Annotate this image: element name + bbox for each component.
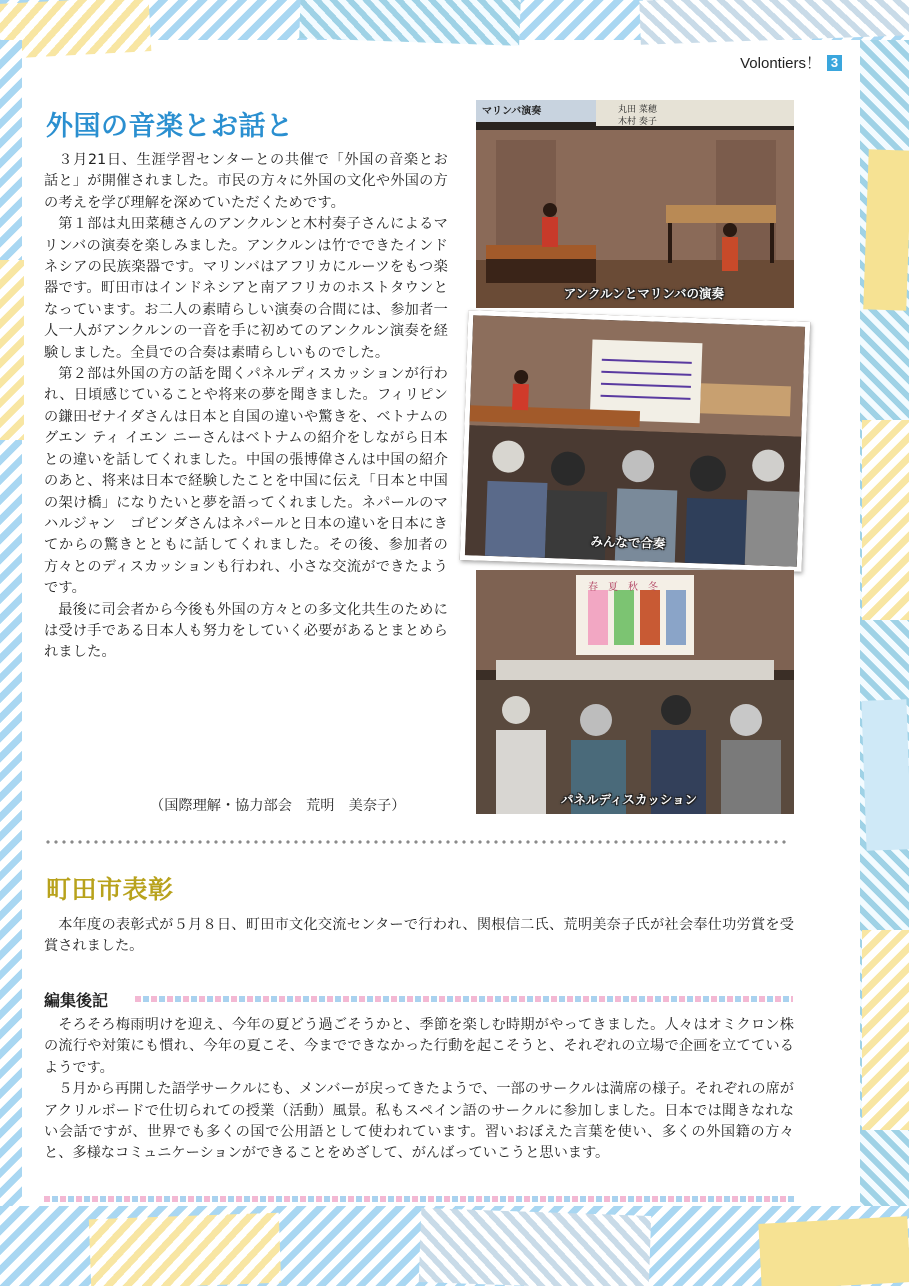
editor-note-title: 編集後記 — [44, 991, 109, 1010]
article-signature: （国際理解・協力部会 荒明 美奈子） — [150, 798, 406, 814]
photo-caption: パネルディスカッション — [561, 792, 698, 807]
editor-note-paragraph: そろそろ梅雨明けを迎え、今年の夏どう過ごそうかと、季節を楽しむ時期がやってきました。人々はオミクロン株の流行や対策にも慣れ、今年の夏こそ、今までできなかった行動を起こそうと、それぞれの立場で企画を立てているようです。 — [44, 1017, 794, 1076]
photo-banner-right-1: 丸田 菜穂 — [618, 105, 657, 115]
border-right-patch-2 — [862, 420, 909, 620]
article-paragraph: 第２部は外国の方の話を聞くパネルディスカッションが行われ、日頃感じていることや将来の夢を聞きました。フィリピンの鎌田ゼナイダさんは日本と自国の違いや驚きを、ベトナムのグエン ティ イエン ニーさんはベトナムの紹介をしながら日本との違いを話してくれました。中国の張博偉さんは中国の紹介のあと、将来は日本で経験したことを中国に伝え「日本と中国の架け橋」になりたいと夢を語ってくれました。ネパールのマハルジャン ゴビンダさんはネパールと日本の違いを日本にきてからの驚きとともに話してくれました。その後、参加者の方々とのディスカッションも行われ、小さな交流ができたようです。 — [44, 366, 448, 597]
panel-screen-text: 春 夏 秋 冬 — [588, 582, 658, 593]
article-paragraph: 第１部は丸田菜穂さんのアンクルンと木村奏子さんによるマリンバの演奏を楽しみました。アンクルンは竹でできたインドネシアの民族楽器です。マリンバはアフリカにルーツをもつ楽器です。町田市はインドネシアと南アフリカのホストタウンとなっています。お二人の素晴らしい演奏の合間には、参加者一人一人がアンクルンの一音を手に初めてのアンクルン演奏を経験しました。全員での合奏は素晴らしいものでした。 — [44, 216, 448, 361]
panel-scene — [476, 570, 794, 814]
newsletter-title: Volontiers！ — [740, 55, 821, 72]
border-right-patch-3 — [861, 699, 909, 850]
award-heading: 町田市表彰 — [46, 875, 174, 904]
photo-banner-right-2: 木村 奏子 — [618, 117, 657, 127]
border-bottom-patch-2 — [419, 1208, 651, 1286]
page-number-badge: 3 — [827, 55, 842, 71]
border-bottom-patch-3 — [758, 1216, 909, 1286]
border-left-decoration — [0, 40, 22, 1286]
photo-caption: みんなで合奏 — [590, 533, 666, 552]
photo-panel-discussion — [476, 570, 794, 814]
editor-note-dots-bottom — [44, 1196, 794, 1202]
award-paragraph: 本年度の表彰式が５月８日、町田市文化交流センターで行われ、関根信二氏、荒明美奈子氏が社会奉仕功労賞を受賞されました。 — [44, 917, 794, 955]
border-right-patch-1 — [863, 149, 909, 310]
article-paragraph: ３月21日、生涯学習センターとの共催で「外国の音楽とお話と」が開催されました。市民の方々に外国の文化や外国の方の考えを学び理解を深めていただくためです。 — [44, 152, 448, 211]
editor-note-dots-top — [135, 996, 793, 1002]
article-paragraph: 最後に司会者から今後も外国の方々との多文化共生のためには受け手である日本人も努力をしていく必要があるとまとめられました。 — [44, 601, 448, 661]
page-header — [740, 52, 842, 73]
editor-note-body — [44, 1015, 794, 1165]
photo-banner-left: マリンバ演奏 — [482, 106, 542, 117]
photo-caption: アンクルンとマリンバの演奏 — [563, 286, 724, 301]
border-left-patch — [0, 260, 24, 440]
border-right-patch-4 — [862, 930, 909, 1130]
border-top-mid-patch — [299, 0, 521, 46]
editor-note-paragraph: ５月から再開した語学サークルにも、メンバーが戻ってきたようで、一部のサークルは満席の様子。それぞれの席がアクリルボードで仕切られての授業（活動）風景。私もスペイン語のサークルに参加しました。日本では聞きなれない会話ですが、世界でも多くの国で公用語として使われています。習いおぼえた言葉を使い、多くの外国籍の方々と、多様なコミュニケーションができることをめざして、がんばっていこうと思います。 — [44, 1081, 794, 1162]
photo-performance — [476, 100, 794, 308]
performance-scene — [476, 100, 794, 308]
ensemble-scene — [465, 315, 805, 566]
section-divider — [44, 840, 790, 844]
award-body — [44, 915, 794, 958]
photo-ensemble — [460, 310, 811, 572]
article-heading: 外国の音楽とお話と — [46, 111, 294, 142]
border-bottom-patch-1 — [89, 1213, 281, 1286]
article-body — [44, 150, 448, 664]
border-top-left-patch — [0, 0, 151, 59]
